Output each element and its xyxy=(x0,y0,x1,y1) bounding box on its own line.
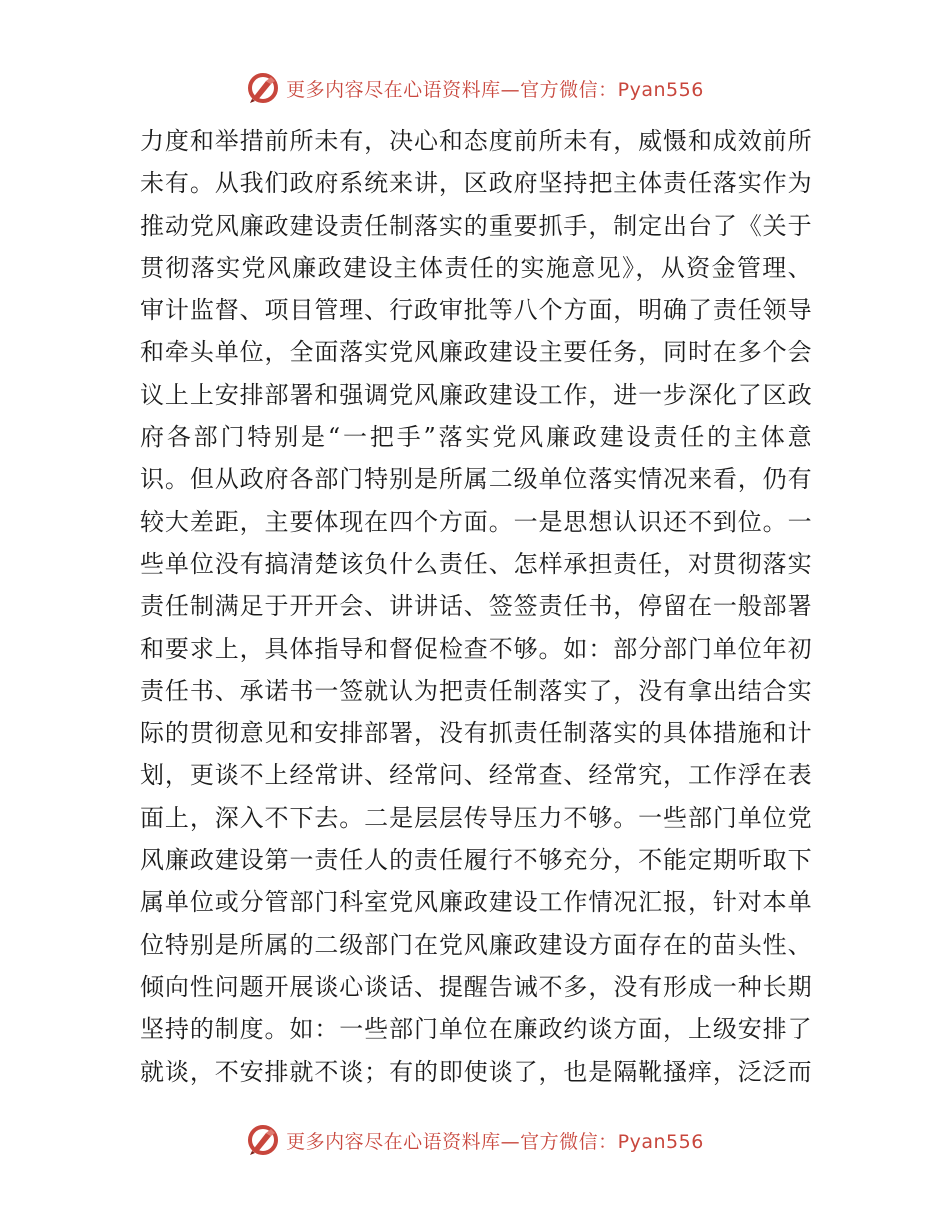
text-line: 和牵头单位，全面落实党风廉政建设主要任务，同时在多个会 xyxy=(140,338,812,367)
text-line: 识。但从政府各部门特别是所属二级单位落实情况来看，仍有 xyxy=(140,465,812,494)
text-line: 倾向性问题开展谈心谈话、提醒告诫不多，没有形成一种长期 xyxy=(140,972,812,1001)
footer-banner xyxy=(0,1120,950,1160)
text-line: 划，更谈不上经常讲、经常问、经常查、经常究，工作浮在表 xyxy=(140,761,812,790)
pen-circle-logo-icon xyxy=(246,1123,280,1157)
text-line: 位特别是所属的二级部门在党风廉政建设方面存在的苗头性、 xyxy=(140,930,812,959)
text-line: 责任制满足于开开会、讲讲话、签签责任书，停留在一般部署 xyxy=(140,592,812,621)
text-line: 风廉政建设第一责任人的责任履行不够充分，不能定期听取下 xyxy=(140,846,812,875)
text-line: 未有。从我们政府系统来讲，区政府坚持把主体责任落实作为 xyxy=(140,169,812,198)
text-line: 面上，深入不下去。二是层层传导压力不够。一些部门单位党 xyxy=(140,803,812,832)
text-line: 际的贯彻意见和安排部署，没有抓责任制落实的具体措施和计 xyxy=(140,719,812,748)
pen-circle-logo-icon xyxy=(246,71,280,105)
text-line: 和要求上，具体指导和督促检查不够。如：部分部门单位年初 xyxy=(140,634,812,663)
text-line: 属单位或分管部门科室党风廉政建设工作情况汇报，针对本单 xyxy=(140,888,812,917)
text-line: 议上上安排部署和强调党风廉政建设工作，进一步深化了区政 xyxy=(140,380,812,409)
text-line: 就谈，不安排就不谈；有的即使谈了，也是隔靴搔痒，泛泛而 xyxy=(140,1057,812,1086)
text-line: 贯彻落实党风廉政建设主体责任的实施意见》，从资金管理、 xyxy=(140,253,812,282)
header-banner xyxy=(0,68,950,108)
text-line: 些单位没有搞清楚该负什么责任、怎样承担责任，对贯彻落实 xyxy=(140,549,812,578)
header-banner-text: 更多内容尽在心语资料库—官方微信：Pyan556 xyxy=(286,78,704,101)
text-line: 推动党风廉政建设责任制落实的重要抓手，制定出台了《关于 xyxy=(140,211,812,240)
text-line: 坚持的制度。如：一些部门单位在廉政约谈方面，上级安排了 xyxy=(140,1015,812,1044)
document-body xyxy=(140,120,812,1093)
text-line: 责任书、承诺书一签就认为把责任制落实了，没有拿出结合实 xyxy=(140,676,812,705)
text-line: 审计监督、项目管理、行政审批等八个方面，明确了责任领导 xyxy=(140,296,812,325)
text-line: 府各部门特别是“一把手”落实党风廉政建设责任的主体意 xyxy=(140,423,812,452)
text-line: 力度和举措前所未有，决心和态度前所未有，威慑和成效前所 xyxy=(140,127,812,155)
text-line: 较大差距，主要体现在四个方面。一是思想认识还不到位。一 xyxy=(140,507,812,536)
footer-banner-text: 更多内容尽在心语资料库—官方微信：Pyan556 xyxy=(286,1130,704,1153)
